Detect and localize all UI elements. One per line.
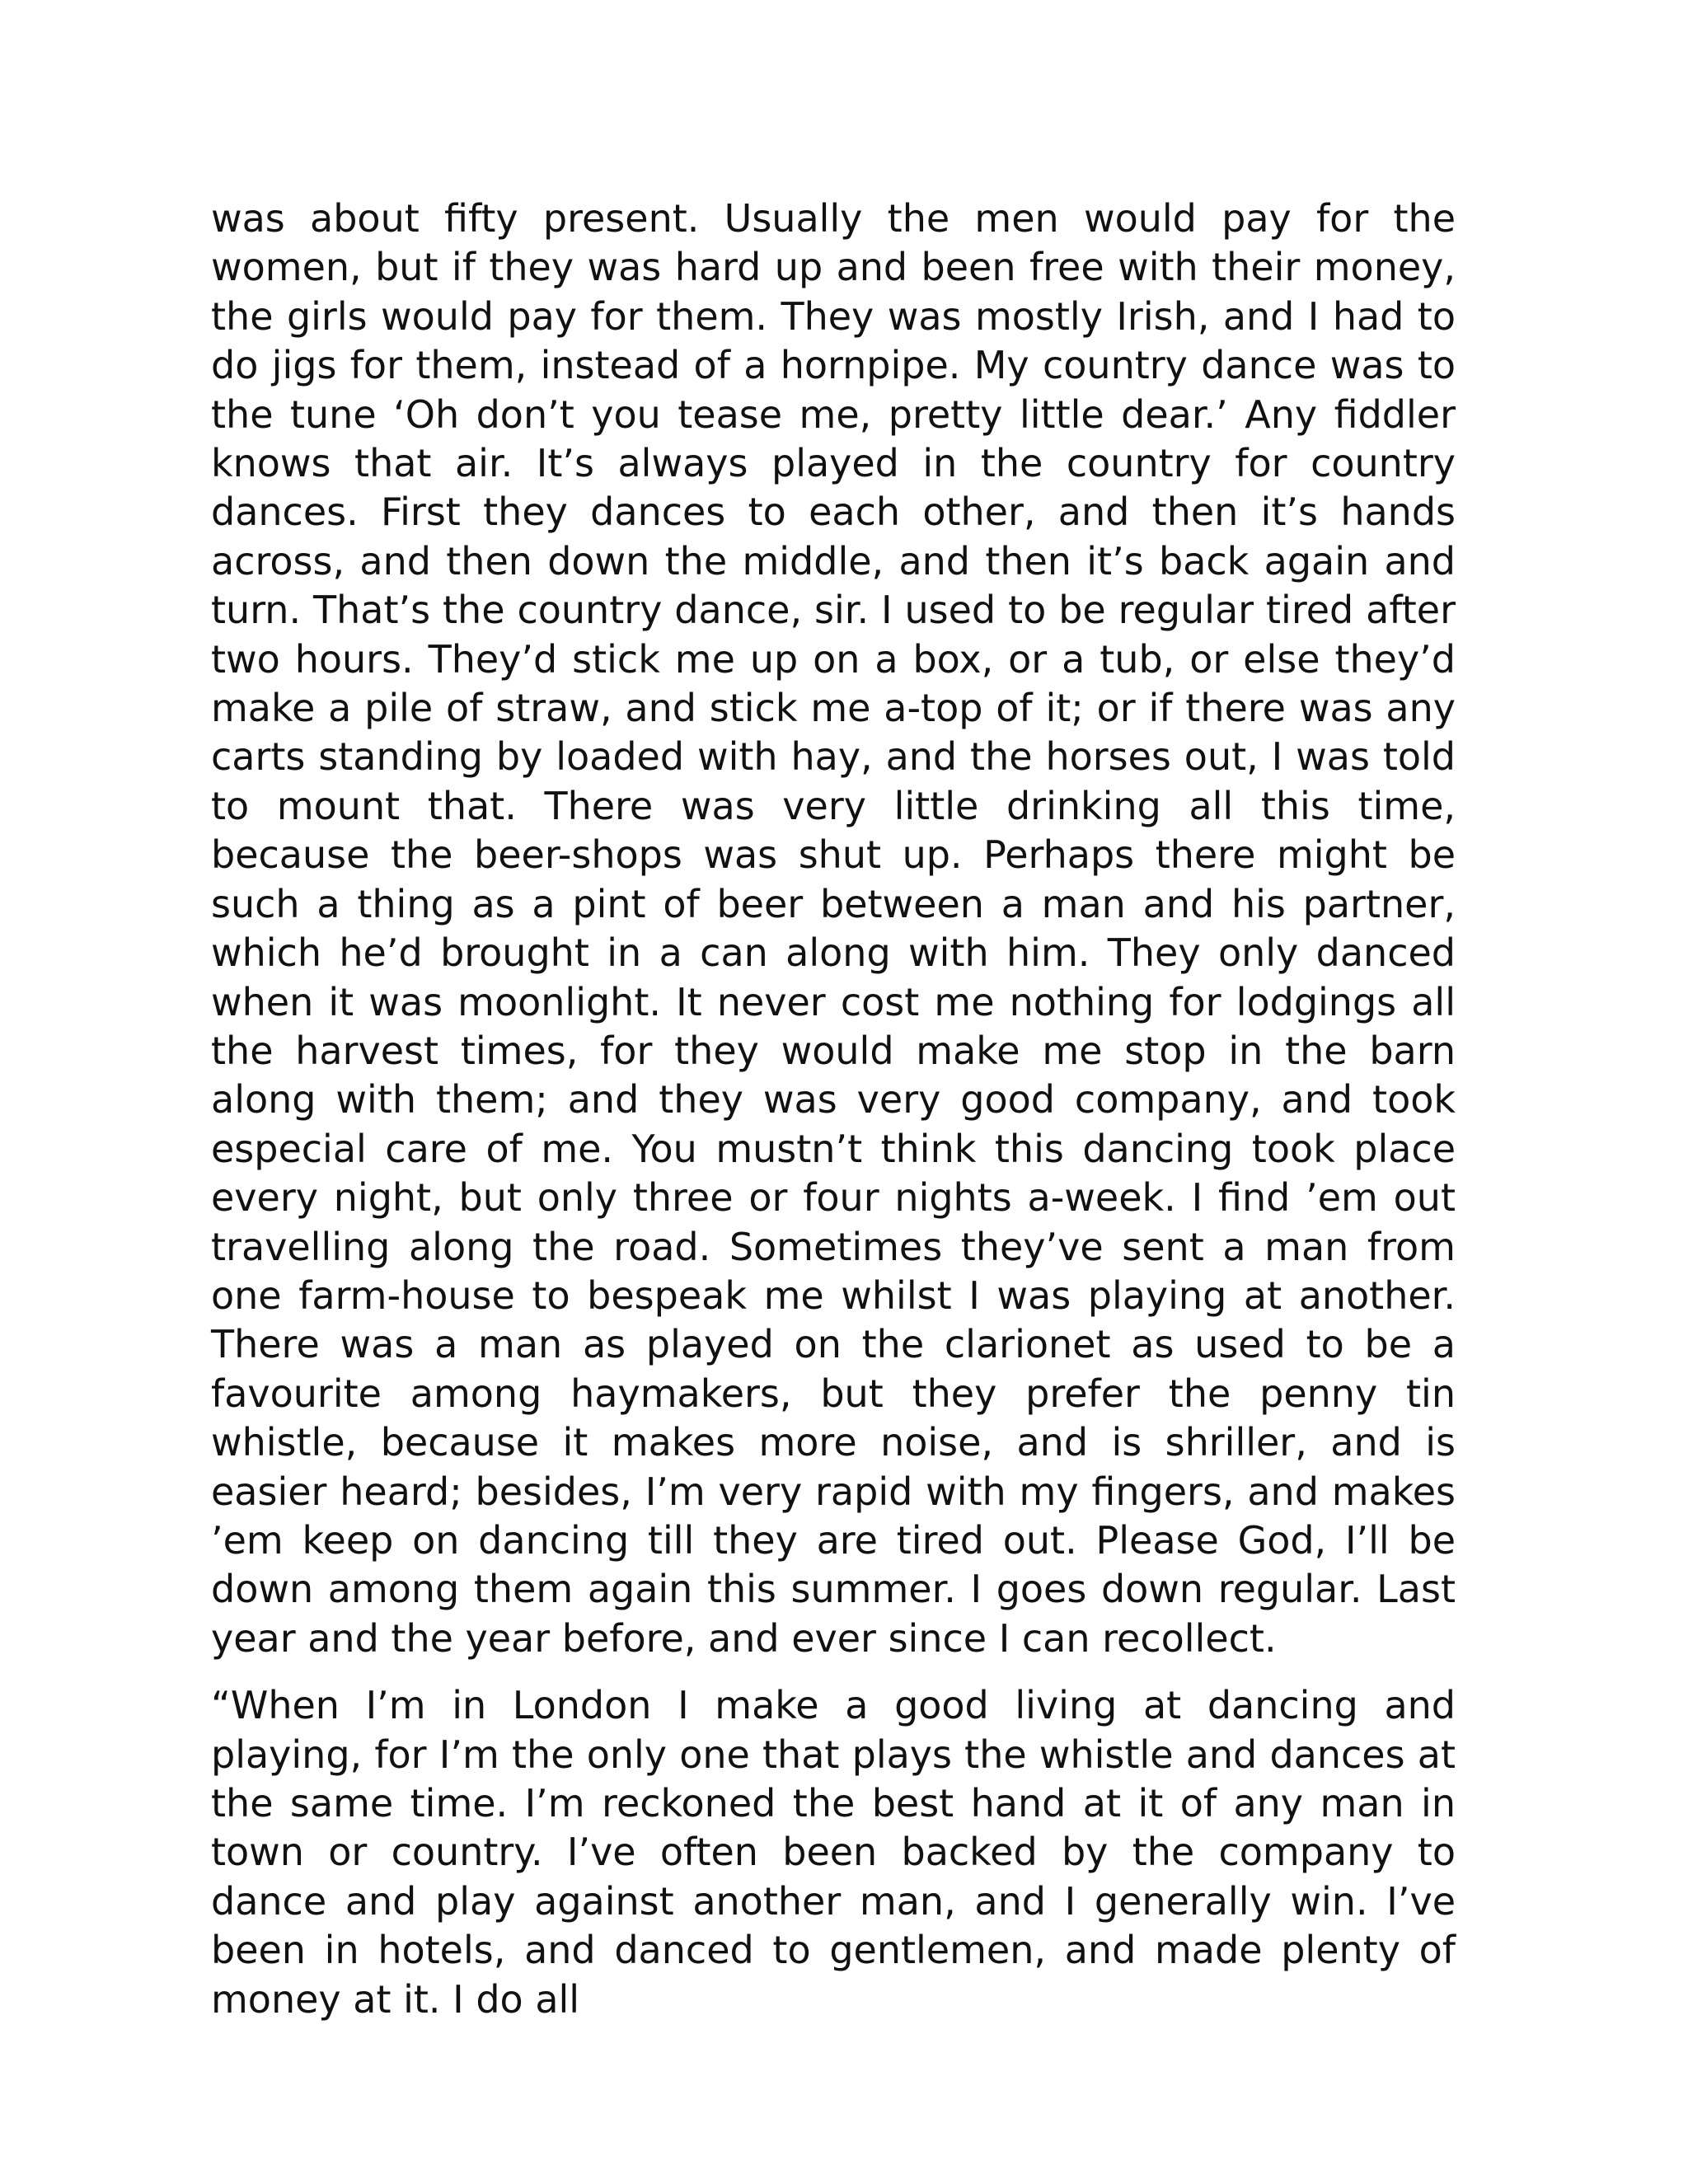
paragraph: was about fifty present. Usually the men would pay for the women, but if they was hard up and been free with their money, the girls would pay for them. They was mostly Irish, and I had to do jigs for them, instead of a hornpipe. My country dance was to the tune ‘Oh don’t you tease me, pretty little dear.’ Any fiddler knows that air. It’s always played in the country for country dances. First they dances to each other, and then it’s hands across, and then down the middle, and then it’s back again and turn. That’s the country dance, sir. I used to be regular tired after two hours. They’d stick me up on a box, or a tub, or else they’d make a pile of straw, and stick me a-top of it; or if there was any carts standing by loaded with hay, and the horses out, I was told to mount that. There was very little drinking all this time, because the beer-shops was shut up. Perhaps there might be such a thing as a pint of beer between a man and his partner, which he’d brought in a can along with him. They only danced when it was moonlight. It never cost me nothing for lodgings all the harvest times, for they would make me stop in the barn along with them; and they was very good company, and took especial care of me. You mustn’t think this dancing took place every night, but only three or four nights a-week. I find ’em out travelling along the road. Sometimes they’ve sent a man from one farm-house to bespeak me whilst I was playing at another. There was a man as played on the clarionet as used to be a favourite among haymakers, but they prefer the penny tin whistle, because it makes more noise, and is shriller, and is easier heard; besides, I’m very rapid with my fingers, and makes ’em keep on dancing till they are tired out. Please God, I’ll be down among them again this summer. I goes down regular. Last year and the year before, and ever since I can recollect. — [211, 196, 1456, 1661]
paragraph: “When I’m in London I make a good living at dancing and playing, for I’m the only one that plays the whistle and dances at the same time. I’m reckoned the best hand at it of any man in town or country. I’ve often been backed by the company to dance and play against another man, and I generally win. I’ve been in hotels, and danced to gentlemen, and made plenty of money at it. I do all — [211, 1683, 1456, 2022]
body-text — [211, 194, 1456, 2024]
